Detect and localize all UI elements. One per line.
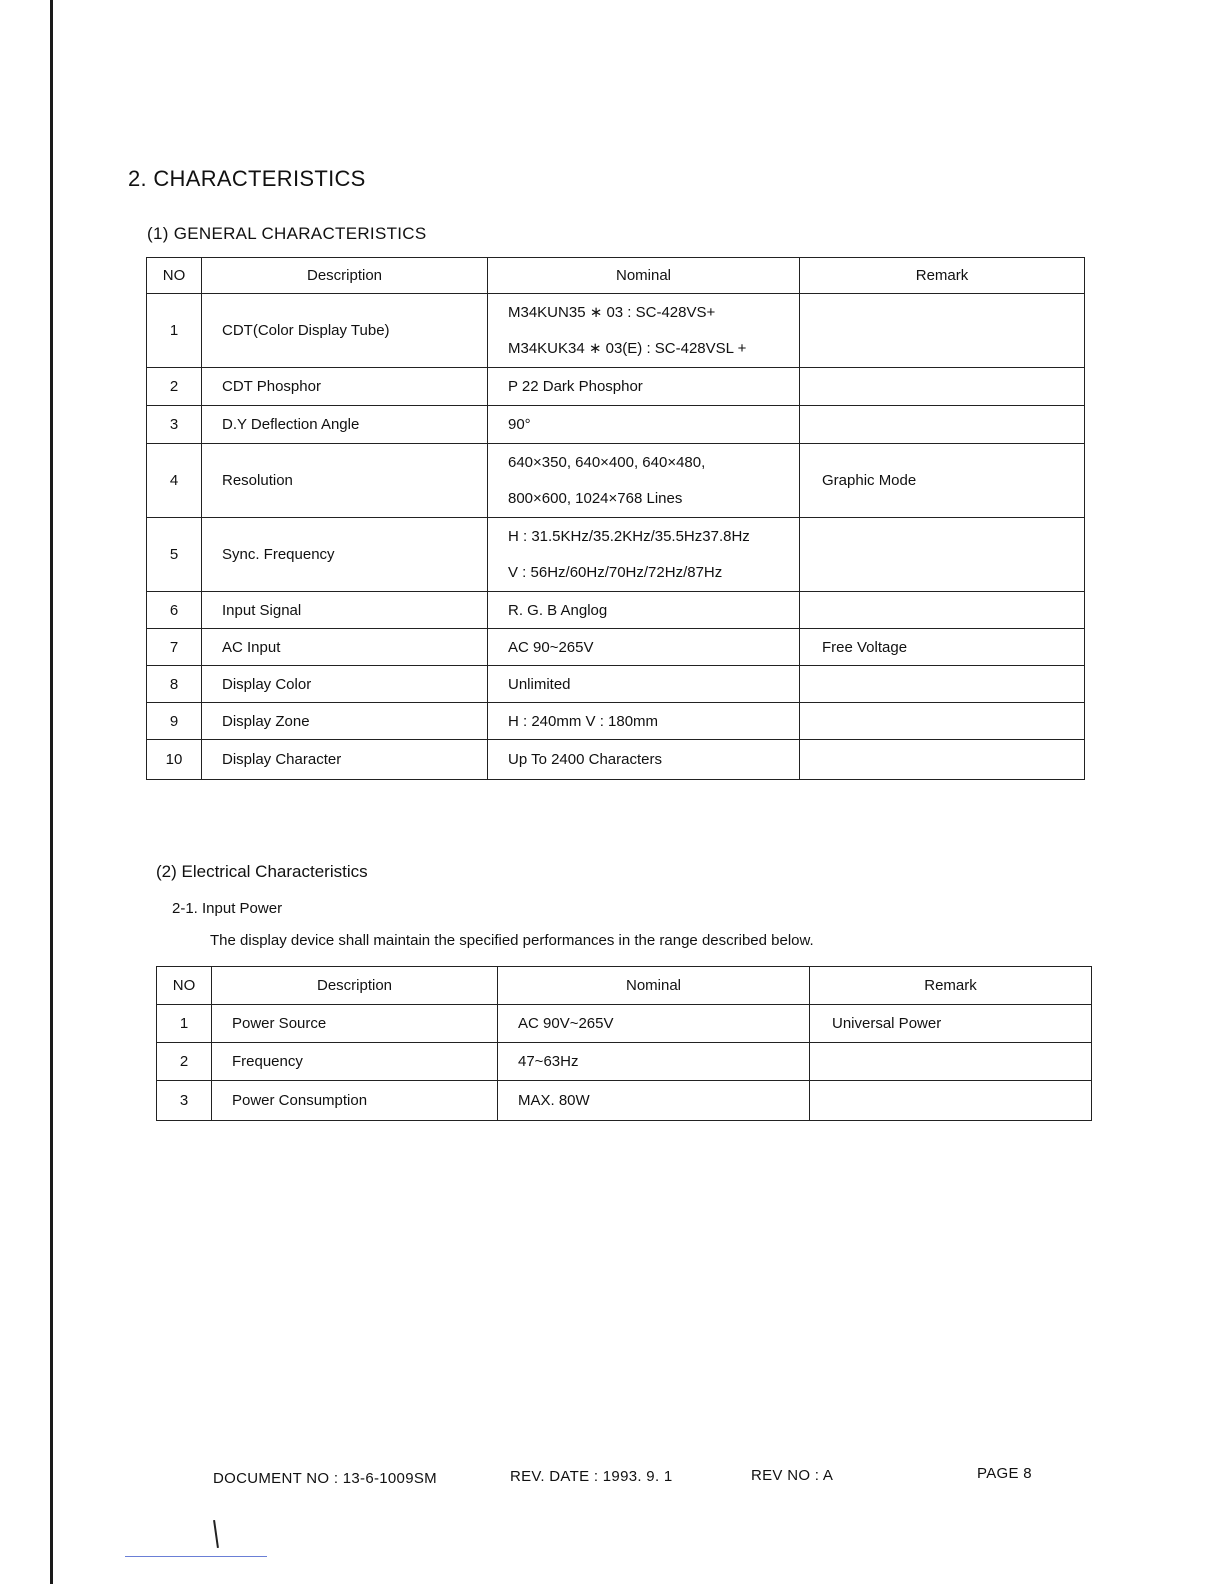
row-no: 1 — [157, 1005, 212, 1043]
nominal-line: 640×350, 640×400, 640×480, — [508, 453, 706, 471]
input-power-title: 2-1. Input Power — [172, 900, 283, 917]
nominal-line: M34KUN35 ∗ 03 : SC-428VS+ — [508, 303, 716, 321]
general-characteristics-title: (1) GENERAL CHARACTERISTICS — [147, 224, 427, 243]
pen-mark — [213, 1520, 219, 1548]
row-nominal: P 22 Dark Phosphor — [488, 368, 800, 406]
row-description: Power Consumption — [212, 1081, 498, 1121]
table-row — [147, 592, 1085, 629]
row-no: 6 — [147, 592, 202, 629]
row-description: D.Y Deflection Angle — [202, 406, 488, 444]
row-remark: Free Voltage — [800, 629, 1085, 666]
row-description: Power Source — [212, 1005, 498, 1043]
row-remark — [800, 518, 1085, 592]
row-nominal: Up To 2400 Characters — [488, 740, 800, 780]
row-remark — [800, 740, 1085, 780]
row-description: Resolution — [202, 444, 488, 518]
header-remark: Remark — [800, 258, 1085, 294]
row-description: Sync. Frequency — [202, 518, 488, 592]
row-remark — [800, 368, 1085, 406]
table-row — [147, 368, 1085, 406]
input-power-description: The display device shall maintain the specified performances in the range described below. — [210, 932, 814, 949]
row-nominal: AC 90V~265V — [498, 1005, 810, 1043]
row-no: 3 — [147, 406, 202, 444]
row-remark: Graphic Mode — [800, 444, 1085, 518]
general-characteristics-table — [146, 257, 1085, 780]
row-nominal — [488, 518, 800, 592]
header-nominal: Nominal — [498, 967, 810, 1005]
input-power-table — [156, 966, 1092, 1121]
row-remark — [800, 406, 1085, 444]
table-row — [147, 740, 1085, 780]
row-description: CDT Phosphor — [202, 368, 488, 406]
section-title: 2. CHARACTERISTICS — [128, 166, 366, 191]
table-header-row — [147, 258, 1085, 294]
nominal-line: V : 56Hz/60Hz/70Hz/72Hz/87Hz — [508, 563, 723, 581]
header-no: NO — [157, 967, 212, 1005]
nominal-line: 800×600, 1024×768 Lines — [508, 489, 683, 507]
table-row — [147, 518, 1085, 592]
nominal-line: H : 31.5KHz/35.2KHz/35.5Hz37.8Hz — [508, 527, 750, 545]
table-row — [147, 666, 1085, 703]
row-no: 10 — [147, 740, 202, 780]
table-row — [147, 629, 1085, 666]
row-nominal: 90° — [488, 406, 800, 444]
row-nominal: Unlimited — [488, 666, 800, 703]
footer-rev-date: REV. DATE : 1993. 9. 1 — [510, 1468, 673, 1485]
row-description: AC Input — [202, 629, 488, 666]
table-row — [157, 1043, 1092, 1081]
footer-rule — [125, 1556, 267, 1557]
row-nominal — [488, 294, 800, 368]
row-description: Display Color — [202, 666, 488, 703]
row-remark: Universal Power — [810, 1005, 1092, 1043]
header-remark: Remark — [810, 967, 1092, 1005]
header-description: Description — [212, 967, 498, 1005]
row-no: 2 — [157, 1043, 212, 1081]
row-no: 7 — [147, 629, 202, 666]
row-description: Display Zone — [202, 703, 488, 740]
row-remark — [800, 666, 1085, 703]
row-remark — [800, 592, 1085, 629]
table-row — [157, 1005, 1092, 1043]
header-no: NO — [147, 258, 202, 294]
footer-document-no: DOCUMENT NO : 13-6-1009SM — [213, 1470, 437, 1487]
header-nominal: Nominal — [488, 258, 800, 294]
header-description: Description — [202, 258, 488, 294]
row-no: 5 — [147, 518, 202, 592]
row-no: 2 — [147, 368, 202, 406]
table-row — [147, 406, 1085, 444]
row-remark — [810, 1043, 1092, 1081]
row-nominal — [488, 444, 800, 518]
row-remark — [810, 1081, 1092, 1121]
row-nominal: 47~63Hz — [498, 1043, 810, 1081]
row-description: CDT(Color Display Tube) — [202, 294, 488, 368]
row-nominal: H : 240mm V : 180mm — [488, 703, 800, 740]
row-remark — [800, 294, 1085, 368]
row-nominal: MAX. 80W — [498, 1081, 810, 1121]
row-description: Display Character — [202, 740, 488, 780]
row-remark — [800, 703, 1085, 740]
row-nominal: AC 90~265V — [488, 629, 800, 666]
table-row — [147, 703, 1085, 740]
row-no: 4 — [147, 444, 202, 518]
row-no: 8 — [147, 666, 202, 703]
row-no: 3 — [157, 1081, 212, 1121]
footer-rev-no: REV NO : A — [751, 1467, 834, 1484]
table-header-row — [157, 967, 1092, 1005]
row-nominal: R. G. B Anglog — [488, 592, 800, 629]
table-row — [147, 294, 1085, 368]
electrical-characteristics-title: (2) Electrical Characteristics — [156, 862, 368, 881]
footer-page-number: PAGE 8 — [977, 1465, 1032, 1482]
row-no: 9 — [147, 703, 202, 740]
row-description: Input Signal — [202, 592, 488, 629]
row-description: Frequency — [212, 1043, 498, 1081]
table-row — [157, 1081, 1092, 1121]
table-row — [147, 444, 1085, 518]
nominal-line: M34KUK34 ∗ 03(E) : SC-428VSL + — [508, 339, 747, 357]
row-no: 1 — [147, 294, 202, 368]
binding-edge — [50, 0, 53, 1584]
